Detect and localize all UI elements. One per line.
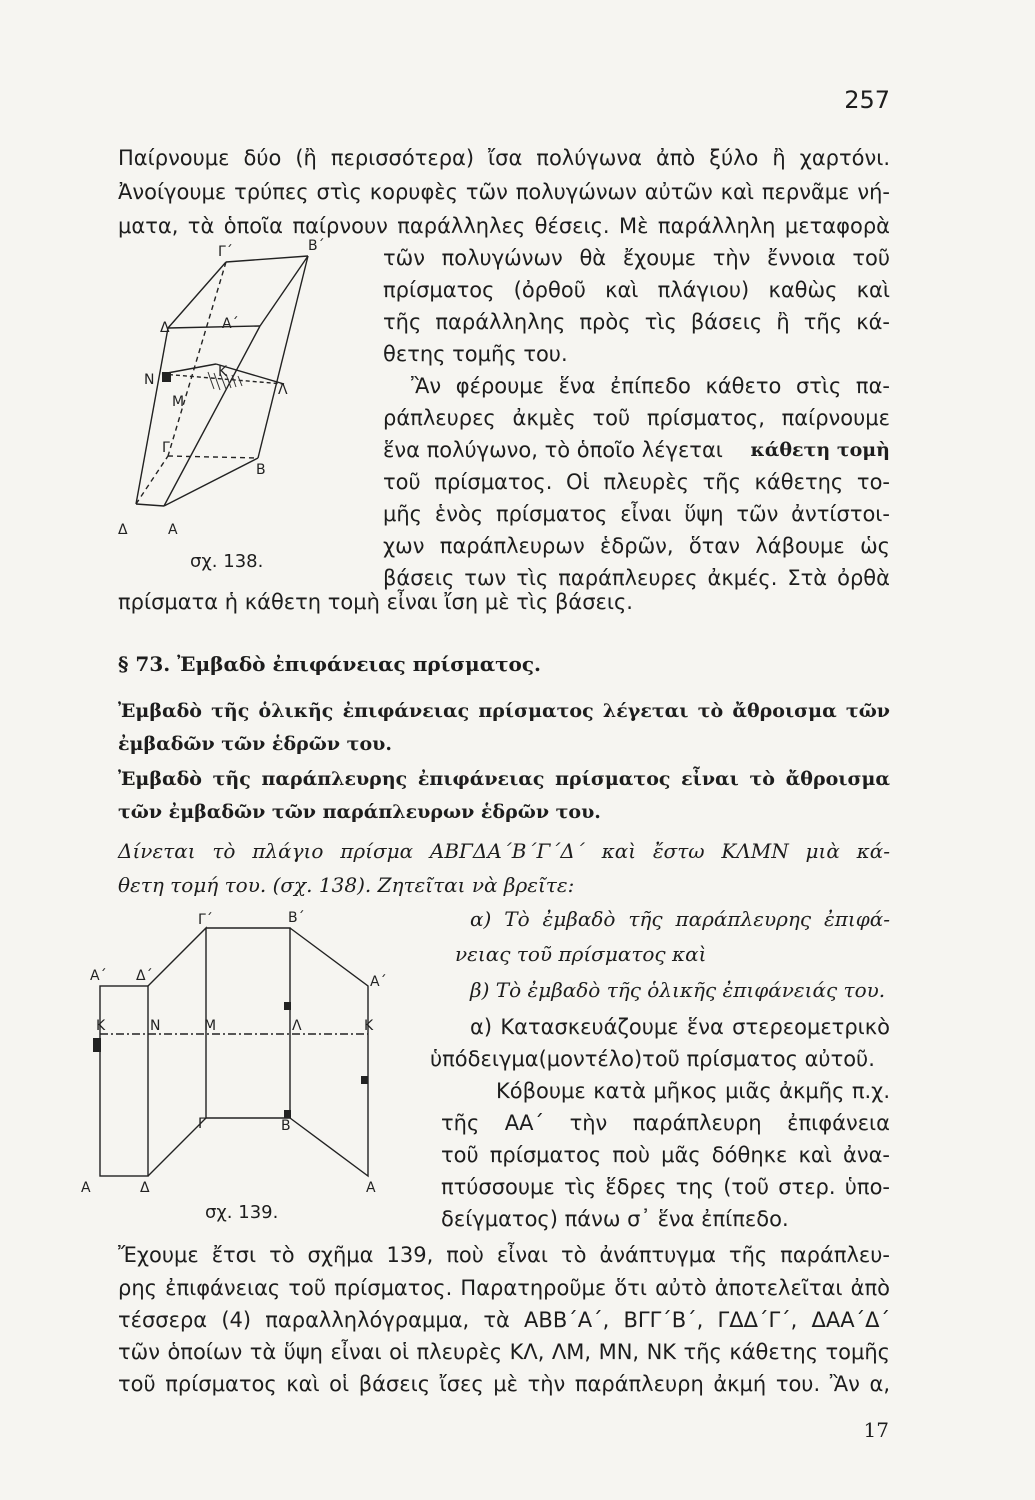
- definition-line: τῶν ἐμβαδῶν τῶν παράπλευρων ἑδρῶν του.: [118, 801, 601, 823]
- label-A2: Α: [366, 1180, 376, 1196]
- label-K: Κ: [218, 364, 228, 380]
- text-line: θετης τομῆς του.: [383, 342, 568, 366]
- edge: [226, 256, 308, 262]
- edge: [168, 326, 260, 328]
- text-line: τοῦ πρίσματος. Οἱ πλευρὲς τῆς κάθετης το-: [383, 470, 890, 494]
- edge: [164, 326, 260, 506]
- face-edge: [148, 928, 206, 1176]
- label-D1: Δ΄: [136, 968, 153, 984]
- definition-line: Ἐμβαδὸ τῆς παράπλευρης ἐπιφάνειας πρίσματος εἶναι τὸ ἄθροισμα: [118, 768, 890, 790]
- bold-term: κάθετη τομὴ: [750, 439, 890, 461]
- label-B1: Β΄: [288, 910, 305, 926]
- definition-line: Ἐμβαδὸ τῆς ὁλικῆς ἐπιφάνειας πρίσματος λέγεται τὸ ἄθροισμα τῶν: [118, 700, 890, 722]
- label-L: Λ: [278, 382, 288, 398]
- page-number: 257: [844, 86, 890, 114]
- text-line: ματα, τὰ ὁποῖα παίρνουν παράλληλες θέσεις. Μὲ παράλληλη μεταφορὰ: [118, 214, 890, 238]
- label-D: Δ: [140, 1180, 150, 1196]
- label-A1b: Α΄: [370, 974, 387, 990]
- figure-caption: σχ. 139.: [205, 1202, 279, 1223]
- edge: [258, 256, 308, 458]
- text-line: τῆς παράλληλης πρὸς τὶς βάσεις ἢ τῆς κά-: [383, 310, 890, 334]
- text-line: Παίρνουμε δύο (ἢ περισσότερα) ἴσα πολύγωνα ἀπὸ ξύλο ἢ χαρτόνι.: [118, 146, 890, 170]
- label-D: Δ: [118, 522, 128, 538]
- problem-line: Δίνεται τὸ πλάγιο πρίσμα ΑΒΓΔΑ΄Β΄Γ΄Δ΄ καὶ ἔστω ΚΛΜΝ μιὰ κά-: [118, 839, 890, 863]
- edge: [168, 262, 226, 328]
- text-line: α) Τὸ ἐμβαδὸ τῆς παράπλευρης ἐπιφά-: [470, 907, 890, 931]
- text-line: πρίσματος (ὀρθοῦ καὶ πλάγιου) καθὼς καὶ: [383, 278, 890, 302]
- text-line: τοῦ πρίσματος καὶ οἱ βάσεις ἴσες μὲ τὴν παράπλευρη ἀκμή του. Ἂν α,: [118, 1372, 890, 1396]
- text-line: ράπλευρες ἀκμὲς τοῦ πρίσματος, παίρνουμε: [383, 406, 890, 430]
- footer-number: 17: [863, 1418, 889, 1442]
- label-B: Β: [256, 462, 266, 478]
- label-B: Β: [281, 1118, 291, 1134]
- definition-line: ἐμβαδῶν τῶν ἑδρῶν του.: [118, 733, 392, 755]
- text-line: Ἔχουμε ἔτσι τὸ σχῆμα 139, ποὺ εἶναι τὸ ἀνάπτυγμα τῆς παράπλευ-: [118, 1243, 890, 1267]
- text-line: τῆς ΑΑ΄ τὴν παράπλευρη ἐπιφάνεια: [441, 1111, 890, 1135]
- text-line: ρης ἐπιφάνειας τοῦ πρίσματος. Παρατηροῦμε ὅτι αὐτὸ ἀποτελεῖται ἀπὸ: [118, 1276, 890, 1300]
- label-G: Γ: [162, 440, 170, 456]
- label-G1: Γ΄: [218, 244, 233, 260]
- text-span: ἕνα πολύγωνο, τὸ ὁποῖο λέγεται: [383, 438, 723, 462]
- label-M: Μ: [204, 1018, 217, 1034]
- face-edge: [290, 928, 368, 1176]
- edge: [136, 328, 168, 504]
- text-line: πτύσσουμε τὶς ἕδρες της (τοῦ στερ. ὑπο-: [441, 1175, 890, 1199]
- text-line: τέσσερα (4) παραλληλόγραμμα, τὰ ΑΒΒ΄Α΄, ΒΓΓ΄Β΄, ΓΔΔ΄Γ΄, ΔΑΑ΄Δ΄: [118, 1308, 890, 1332]
- text-line: χων παράπλευρων ἑδρῶν, ὅταν λάβουμε ὡς: [383, 534, 890, 558]
- text-line: τῶν ὁποίων τὰ ὕψη εἶναι οἱ πλευρὲς ΚΛ, ΛΜ, ΜΝ, ΝΚ τῆς κάθετης τομῆς: [118, 1340, 890, 1364]
- text-line: δείγματος) πάνω σ᾽ ἕνα ἐπίπεδο.: [441, 1207, 789, 1231]
- label-A1a: Α΄: [90, 968, 107, 984]
- right-angle-mark: [93, 1038, 101, 1052]
- right-angle-mark: [162, 372, 171, 382]
- text-line: Ἀνοίγουμε τρύπες στὶς κορυφὲς τῶν πολυγώνων αὐτῶν καὶ περνᾶμε νή-: [118, 180, 890, 204]
- text-line: α) Κατασκευάζουμε ἕνα στερεομετρικὸ: [470, 1015, 890, 1039]
- face-edge: [100, 986, 148, 1176]
- label-D1: Δ΄: [160, 320, 177, 336]
- label-A: Α: [81, 1180, 91, 1196]
- edge: [168, 456, 258, 458]
- figure-138: [118, 232, 358, 562]
- face-edge: [206, 928, 290, 1118]
- label-G: Γ: [198, 1116, 206, 1132]
- label-A: Α: [168, 522, 178, 538]
- text-line: πρίσματα ἡ κάθετη τομὴ εἶναι ἴση μὲ τὶς βάσεις.: [118, 590, 633, 614]
- section-heading: § 73. Ἐμβαδὸ ἐπιφάνειας πρίσματος.: [118, 652, 542, 676]
- label-A1: Α΄: [222, 316, 239, 332]
- label-L: Λ: [292, 1018, 302, 1034]
- label-G1: Γ΄: [198, 912, 213, 928]
- text-line: τῶν πολυγώνων θὰ ἔχουμε τὴν ἔννοια τοῦ: [383, 246, 890, 270]
- text-line: τοῦ πρίσματος ποὺ μᾶς δόθηκε καὶ ἀνα-: [441, 1143, 890, 1167]
- text-line: βάσεις των τὶς παράπλευρες ἀκμές. Στὰ ὀρθὰ: [383, 566, 890, 590]
- label-M: Μ: [172, 394, 185, 410]
- text-line: μῆς ἑνὸς πρίσματος εἶναι ὕψη τῶν ἀντίστοι-: [383, 502, 890, 526]
- label-K2: Κ: [364, 1018, 374, 1034]
- figure-caption: σχ. 138.: [190, 551, 264, 572]
- edge: [168, 262, 226, 456]
- edge: [164, 458, 258, 506]
- text-line: ὑπόδειγμα(μοντέλο)τοῦ πρίσματος αὐτοῦ.: [430, 1047, 875, 1071]
- problem-line: θετη τομή του. (σχ. 138). Ζητεῖται νὰ βρεῖτε:: [118, 873, 575, 897]
- edge: [136, 504, 164, 506]
- edge: [260, 256, 308, 326]
- text-line: νειας τοῦ πρίσματος καὶ: [455, 942, 707, 966]
- right-angle-mark: [284, 1110, 291, 1118]
- label-N: Ν: [150, 1018, 161, 1034]
- figure-139: [78, 906, 398, 1196]
- label-K: Κ: [96, 1018, 106, 1034]
- text-line: Ἂν φέρουμε ἕνα ἐπίπεδο κάθετο στὶς πα-: [411, 374, 890, 398]
- label-N: Ν: [144, 372, 155, 388]
- right-angle-mark: [361, 1076, 368, 1084]
- text-line: Κόβουμε κατὰ μῆκος μιᾶς ἀκμῆς π.χ.: [496, 1079, 890, 1103]
- label-B1: Β΄: [308, 238, 325, 254]
- right-angle-mark: [284, 1002, 291, 1010]
- text-line: β) Τὸ ἐμβαδὸ τῆς ὁλικῆς ἐπιφάνειάς του.: [470, 978, 886, 1002]
- text-line: [383, 435, 890, 466]
